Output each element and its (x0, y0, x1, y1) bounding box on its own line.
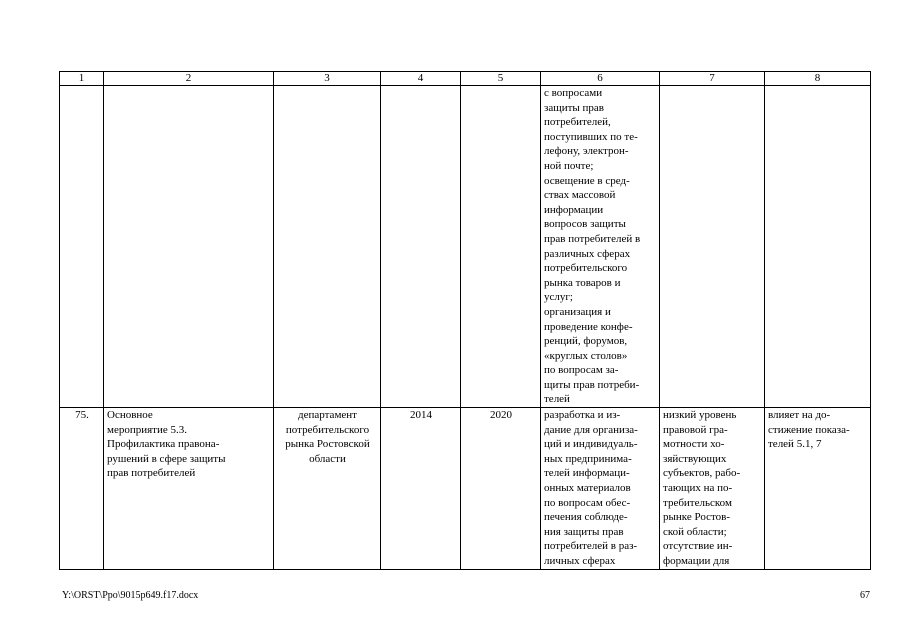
footer-file-path: Y:\ORST\Ppo\9015p649.f17.docx (62, 590, 199, 601)
cell-result: разработка и из- дание для организа- ций и индивидуаль- ных предпринима- телей информаци- онных материалов по вопросам обес- печения соблюде- ния защиты прав потребителей в раз- личных сферах (541, 408, 660, 570)
cell-executor (274, 86, 381, 408)
cell-start-year (381, 86, 461, 408)
column-number: 7 (660, 72, 765, 86)
column-number: 1 (60, 72, 104, 86)
table-row-75 (60, 408, 871, 570)
footer-page-number: 67 (860, 590, 870, 601)
cell-activity: Основное мероприятие 5.3. Профилактика правона- рушений в сфере защиты прав потребителей (104, 408, 274, 570)
column-number: 8 (765, 72, 871, 86)
cell-end-year (461, 86, 541, 408)
column-number: 2 (104, 72, 274, 86)
cell-start-year: 2014 (381, 408, 461, 570)
table-row-continued (60, 86, 871, 408)
program-activities-table (59, 71, 871, 570)
column-number: 5 (461, 72, 541, 86)
cell-result: с вопросами защиты прав потребителей, поступивших по те- лефону, электрон- ной почте; освещение в сред- ствах массовой информации вопросов защиты прав потребителей в различных сферах потребительского рынка товаров и услуг; организация и проведение конфе- ренций, форумов, «круглых столов» по вопросам за- щиты прав потреби- телей (541, 86, 660, 408)
column-number: 4 (381, 72, 461, 86)
cell-link: влияет на до- стижение показа- телей 5.1, 7 (765, 408, 871, 570)
cell-number (60, 86, 104, 408)
cell-activity (104, 86, 274, 408)
cell-consequences: низкий уровень правовой гра- мотности хо- зяйствующих субъектов, рабо- тающих на по- требительском рынке Ростов- ской области; отсутствие ин- формации для (660, 408, 765, 570)
cell-link (765, 86, 871, 408)
cell-consequences (660, 86, 765, 408)
column-number: 6 (541, 72, 660, 86)
cell-number: 75. (60, 408, 104, 570)
cell-executor: департамент потребительского рынка Ростовской области (274, 408, 381, 570)
cell-end-year: 2020 (461, 408, 541, 570)
column-number: 3 (274, 72, 381, 86)
column-numbers-row (60, 72, 871, 86)
